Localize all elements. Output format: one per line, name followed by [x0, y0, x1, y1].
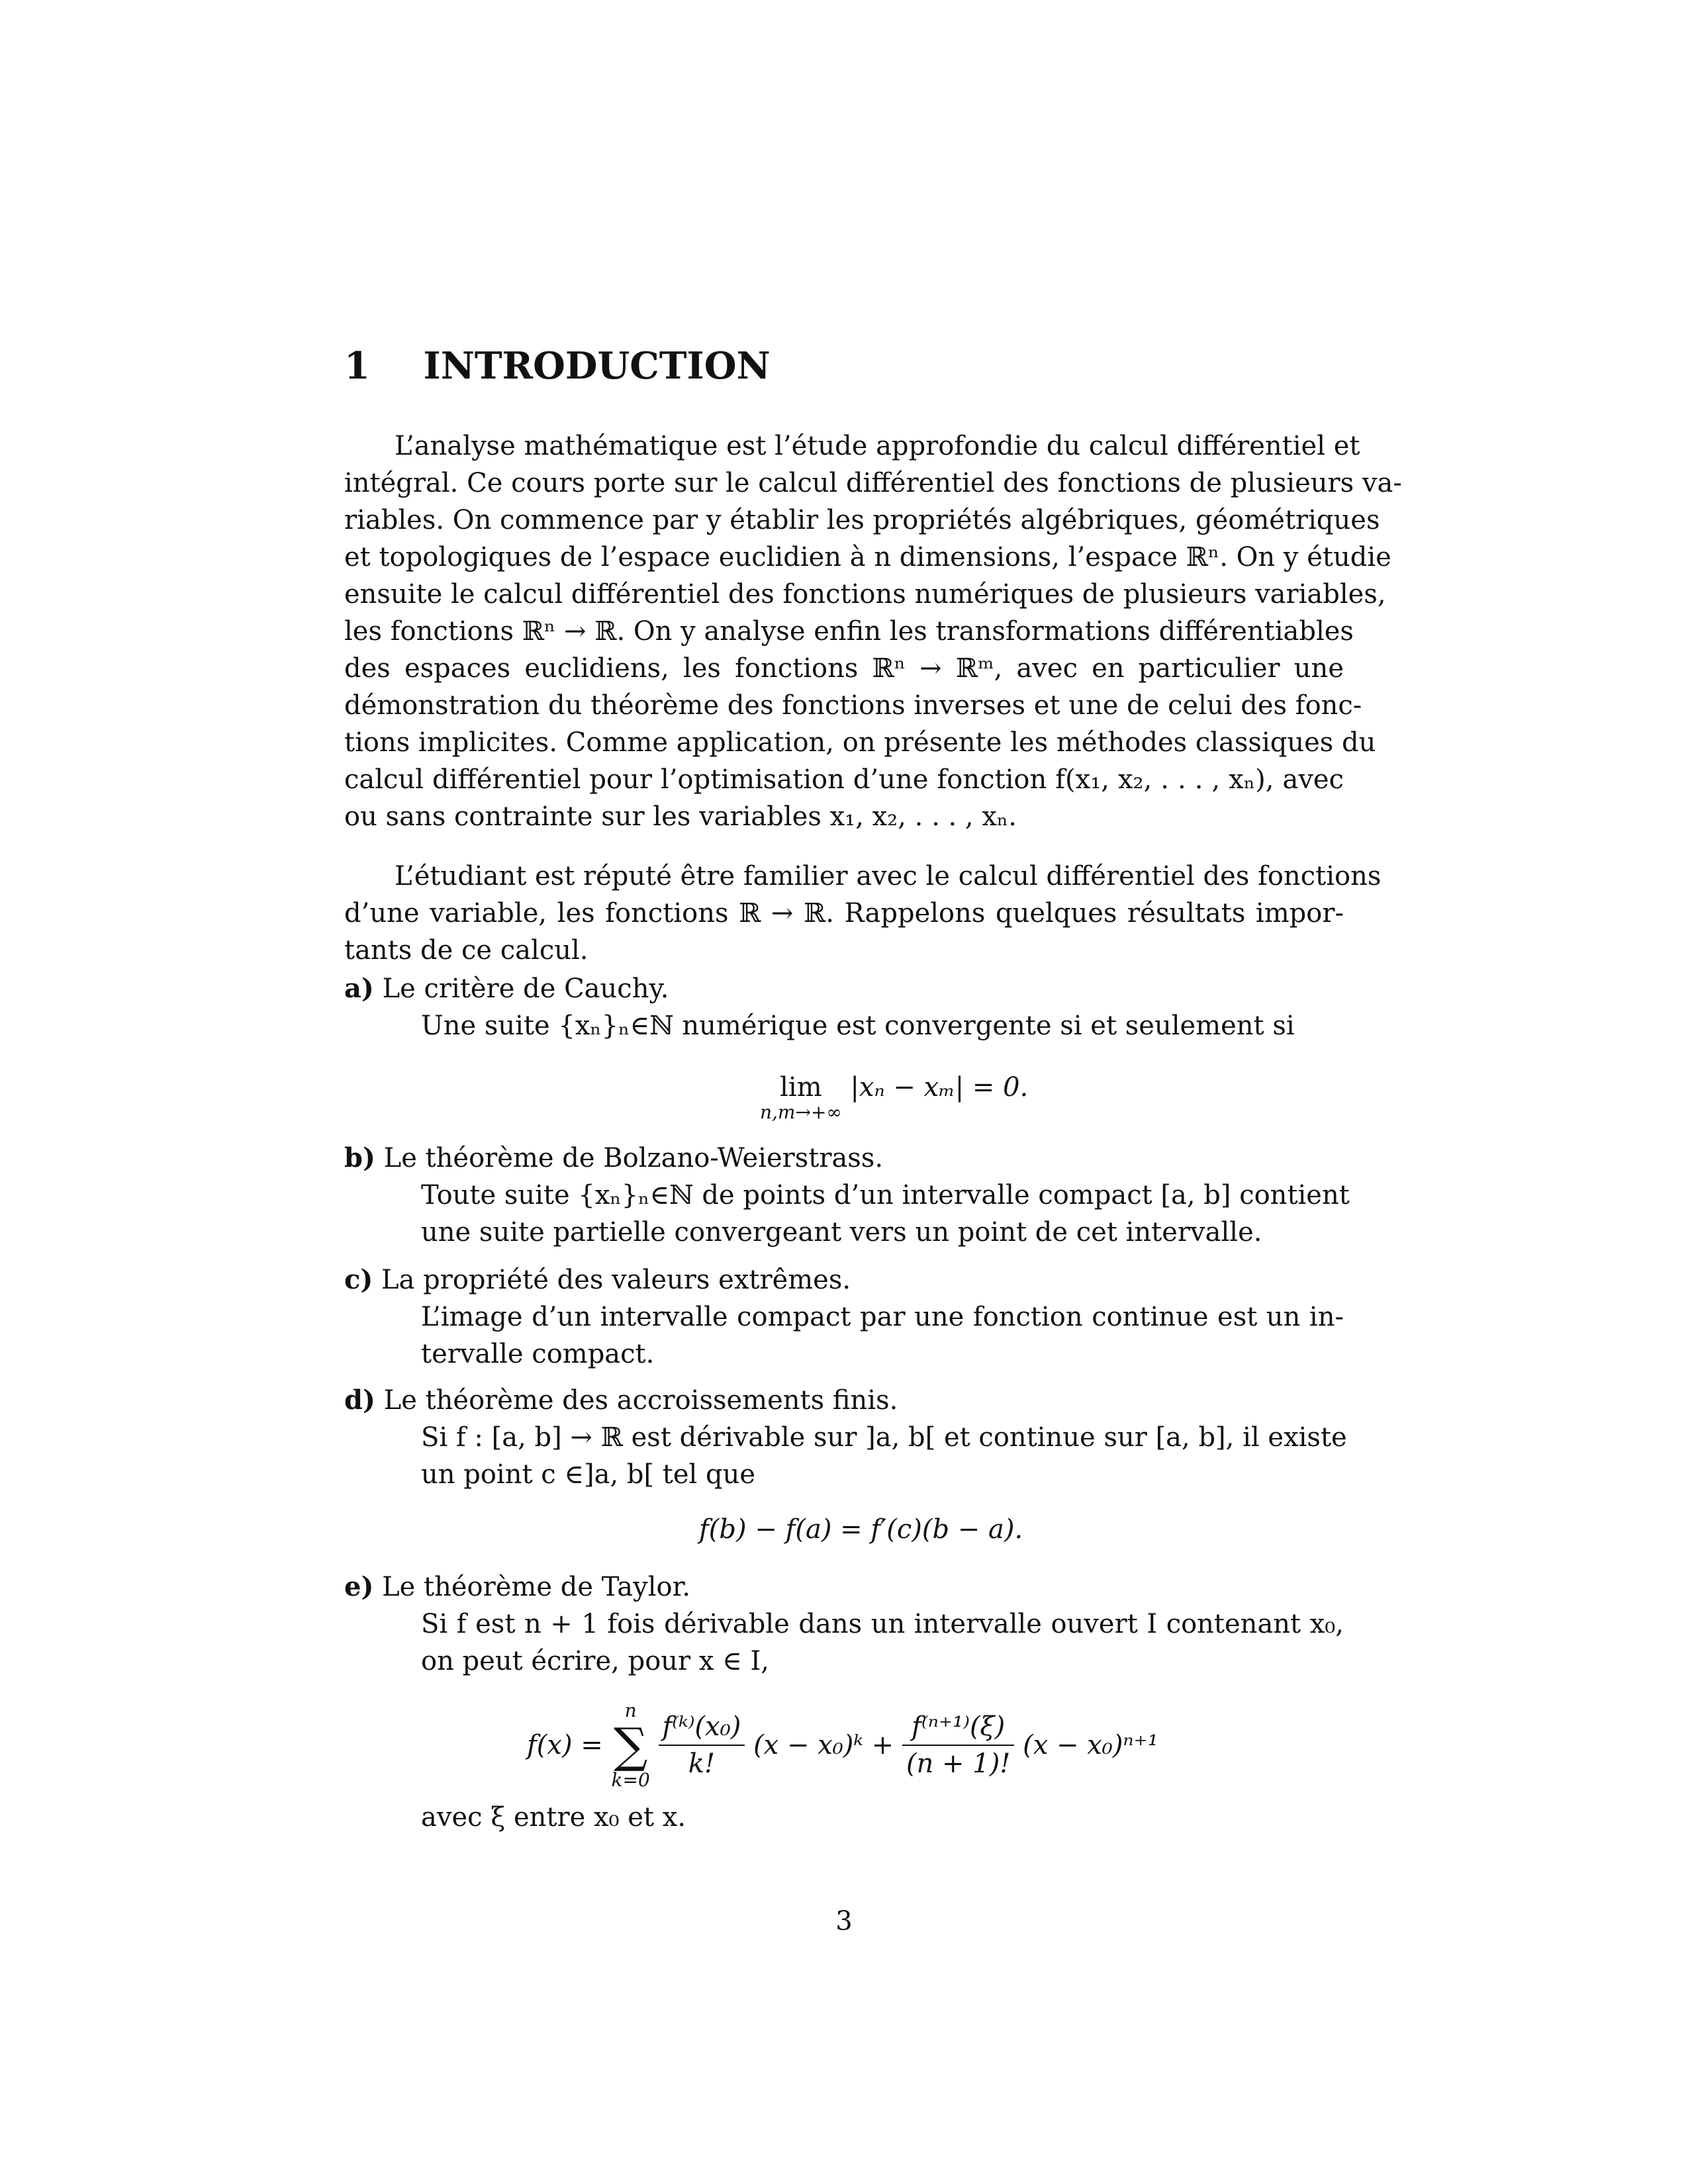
- equation-taylor: [527, 1700, 1158, 1791]
- section-heading: [344, 344, 771, 388]
- paragraph-line: L’analyse mathématique est l’étude approfondie du calcul différentiel et: [395, 431, 1360, 461]
- item-title: Le théorème des accroissements finis.: [383, 1385, 898, 1416]
- item-label: b): [344, 1142, 375, 1173]
- item-title: Le critère de Cauchy.: [382, 974, 669, 1004]
- item-title: La propriété des valeurs extrêmes.: [381, 1265, 851, 1295]
- paragraph-line: ensuite le calcul différentiel des fonctions numériques de plusieurs variables,: [344, 579, 1386, 610]
- item-body-line: tervalle compact.: [421, 1339, 655, 1369]
- paragraph-line: des espaces euclidiens, les fonctions ℝⁿ → ℝᵐ, avec en particulier une: [344, 653, 1344, 684]
- paragraph-line: démonstration du théorème des fonctions inverses et une de celui des fonc-: [344, 690, 1362, 721]
- taylor-remainder: (x − x₀)ⁿ⁺¹: [1023, 1730, 1158, 1760]
- paragraph-line: tants de ce calcul.: [344, 935, 588, 966]
- closing-line: avec ξ entre x₀ et x.: [421, 1802, 686, 1833]
- item-label: e): [344, 1571, 374, 1602]
- item-label: c): [344, 1264, 373, 1295]
- taylor-fraction-1: [659, 1711, 745, 1779]
- section-title: INTRODUCTION: [423, 344, 771, 388]
- list-item-b: [344, 1140, 1350, 1251]
- paragraph-line: tions implicites. Comme application, on présente les méthodes classiques du: [344, 727, 1376, 758]
- page-number: 3: [835, 1906, 853, 1936]
- summation-sign: [612, 1700, 650, 1791]
- lim-subscript: n,m→+∞: [760, 1101, 842, 1123]
- intro-paragraph: [344, 428, 1402, 835]
- fraction-numerator: f⁽ⁿ⁺¹⁾(ξ): [902, 1711, 1014, 1746]
- sigma-symbol: ∑: [613, 1717, 648, 1773]
- fraction-numerator: f⁽ᵏ⁾(x₀): [659, 1711, 745, 1746]
- taylor-lhs: f(x) =: [527, 1730, 603, 1760]
- item-body-line: on peut écrire, pour x ∈ I,: [421, 1646, 769, 1676]
- paragraph-line: d’une variable, les fonctions ℝ → ℝ. Rappelons quelques résultats impor-: [344, 898, 1344, 929]
- equation-cauchy: [760, 1072, 1028, 1122]
- section-number: 1: [344, 344, 370, 388]
- item-body-line: Une suite {xₙ}ₙ∈ℕ numérique est convergente si et seulement si: [421, 1011, 1295, 1041]
- item-body-line: Toute suite {xₙ}ₙ∈ℕ de points d’un intervalle compact [a, b] contient: [421, 1180, 1350, 1210]
- item-body-line: Si f : [a, b] → ℝ est dérivable sur ]a, b[ et continue sur [a, b], il existe: [421, 1422, 1347, 1453]
- paragraph-line: calcul différentiel pour l’optimisation d’une fonction f(x₁, x₂, . . . , xₙ), avec: [344, 764, 1344, 795]
- paragraph-line: riables. On commence par y établir les propriétés algébriques, géométriques: [344, 505, 1380, 535]
- list-item-c: [344, 1261, 1344, 1373]
- prerequisites-paragraph: [344, 858, 1382, 969]
- paragraph-line: ou sans contrainte sur les variables x₁, x₂, . . . , xₙ.: [344, 801, 1017, 832]
- paragraph-line: L’étudiant est réputé être familier avec le calcul différentiel des fonctions: [395, 861, 1382, 891]
- item-body-line: L’image d’un intervalle compact par une fonction continue est un in-: [421, 1302, 1344, 1332]
- paragraph-line: les fonctions ℝⁿ → ℝ. On y analyse enfin les transformations différentiables: [344, 616, 1354, 647]
- cauchy-rhs: |xₙ − xₘ| = 0.: [850, 1072, 1029, 1103]
- item-label: a): [344, 973, 374, 1004]
- list-item-a: [344, 970, 1344, 1044]
- item-body-line: Si f est n + 1 fois dérivable dans un intervalle ouvert I contenant x₀,: [421, 1609, 1344, 1639]
- item-title: Le théorème de Taylor.: [382, 1572, 691, 1602]
- lim-operator: lim: [780, 1072, 822, 1103]
- sum-upper-bound: n: [624, 1700, 637, 1721]
- taylor-middle: (x − x₀)ᵏ +: [753, 1730, 894, 1760]
- fraction-denominator: (n + 1)!: [906, 1749, 1011, 1779]
- fraction-denominator: k!: [688, 1749, 716, 1779]
- item-label: d): [344, 1385, 375, 1416]
- list-item-d: [344, 1382, 1347, 1493]
- equation-mean-value: f(b) − f(a) = f′(c)(b − a).: [699, 1514, 1023, 1545]
- sum-lower-bound: k=0: [611, 1769, 650, 1791]
- item-body-line: une suite partielle convergeant vers un point de cet intervalle.: [421, 1217, 1262, 1248]
- paragraph-line: intégral. Ce cours porte sur le calcul différentiel des fonctions de plusieurs va-: [344, 468, 1402, 498]
- list-item-e: [344, 1569, 1344, 1680]
- item-body-line: un point c ∈]a, b[ tel que: [421, 1459, 756, 1490]
- paragraph-line: et topologiques de l’espace euclidien à n dimensions, l’espace ℝⁿ. On y étudie: [344, 542, 1391, 572]
- item-title: Le théorème de Bolzano-Weierstrass.: [383, 1143, 884, 1173]
- taylor-fraction-2: [902, 1711, 1014, 1779]
